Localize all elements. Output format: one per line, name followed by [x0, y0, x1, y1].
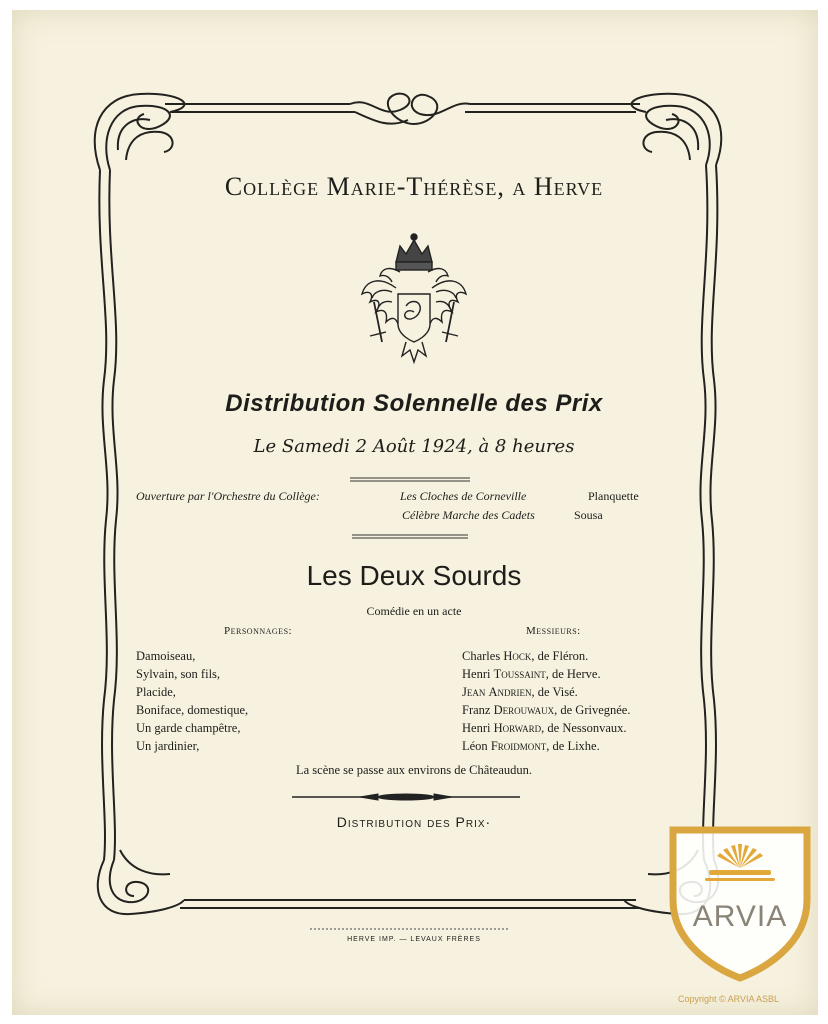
ceremony-date: Le Samedi 2 Août 1924, à 8 heures	[253, 436, 575, 457]
scene-note: La scène se passe aux environs de Châteaudun.	[295, 763, 533, 777]
eagle-crest-icon	[356, 232, 472, 366]
actor-first-name: Charles	[462, 649, 501, 663]
role-item: Damoiseau,	[136, 649, 196, 663]
roles-header: Personnages:	[224, 625, 293, 637]
actor-item	[462, 683, 630, 701]
actor-first-name: Henri	[462, 721, 491, 735]
arvia-brand-text: ARVIA	[692, 900, 788, 933]
actor-last-name: Froidmont	[490, 739, 547, 753]
actors-list	[462, 647, 630, 755]
play-title: Les Deux Sourds	[306, 560, 522, 591]
actor-place: , de Grivegnée.	[554, 703, 631, 717]
college-title: Collège Marie-Thérèse, a Herve	[224, 172, 604, 201]
arvia-logo-icon	[665, 822, 815, 984]
actor-first-name: Jean	[462, 685, 486, 699]
actor-first-name: Henri	[462, 667, 491, 681]
play-subtitle: Comédie en un acte	[366, 604, 462, 618]
actor-last-name: Horward	[493, 721, 542, 735]
printer-credit: HERVE IMP. — LEVAUX FRÈRES	[347, 936, 481, 943]
overture-piece-1: Les Cloches de Corneville	[400, 489, 527, 503]
actor-place: , de Lixhe.	[546, 739, 600, 753]
ceremony-heading: Distribution Solennelle des Prix	[225, 390, 603, 417]
closing-heading: Distribution des Prix·	[336, 814, 492, 830]
overture-composer-1: Planquette	[588, 489, 639, 503]
actor-item	[462, 665, 630, 683]
role-item: Un jardinier,	[136, 739, 200, 753]
actor-last-name: Derouwaux	[493, 703, 555, 717]
overture-piece-2: Célèbre Marche des Cadets	[402, 508, 535, 522]
actor-last-name: Andrien	[488, 685, 532, 699]
copyright-notice: Copyright © ARVIA ASBL	[678, 994, 780, 1004]
actor-item	[462, 719, 630, 737]
actor-item	[462, 737, 630, 755]
actor-last-name: Hock	[503, 649, 532, 663]
role-item: Sylvain, son fils,	[136, 667, 221, 681]
actors-header: Messieurs:	[526, 625, 581, 637]
actor-place: , de Nessonvaux.	[541, 721, 627, 735]
role-item: Boniface, domestique,	[136, 703, 249, 717]
actor-place: , de Herve.	[545, 667, 601, 681]
role-item: Un garde champêtre,	[136, 721, 241, 735]
overture-label: Ouverture par l'Orchestre du Collège:	[136, 489, 320, 503]
overture-composer-2: Sousa	[574, 508, 603, 522]
actor-first-name: Léon	[462, 739, 488, 753]
actor-place: , de Fléron.	[531, 649, 589, 663]
actor-item	[462, 701, 630, 719]
role-item: Placide,	[136, 685, 176, 699]
actor-first-name: Franz	[462, 703, 491, 717]
actor-place: , de Visé.	[531, 685, 578, 699]
actor-last-name: Toussaint	[493, 667, 546, 681]
actor-item	[462, 647, 630, 665]
roles-list	[136, 647, 248, 755]
